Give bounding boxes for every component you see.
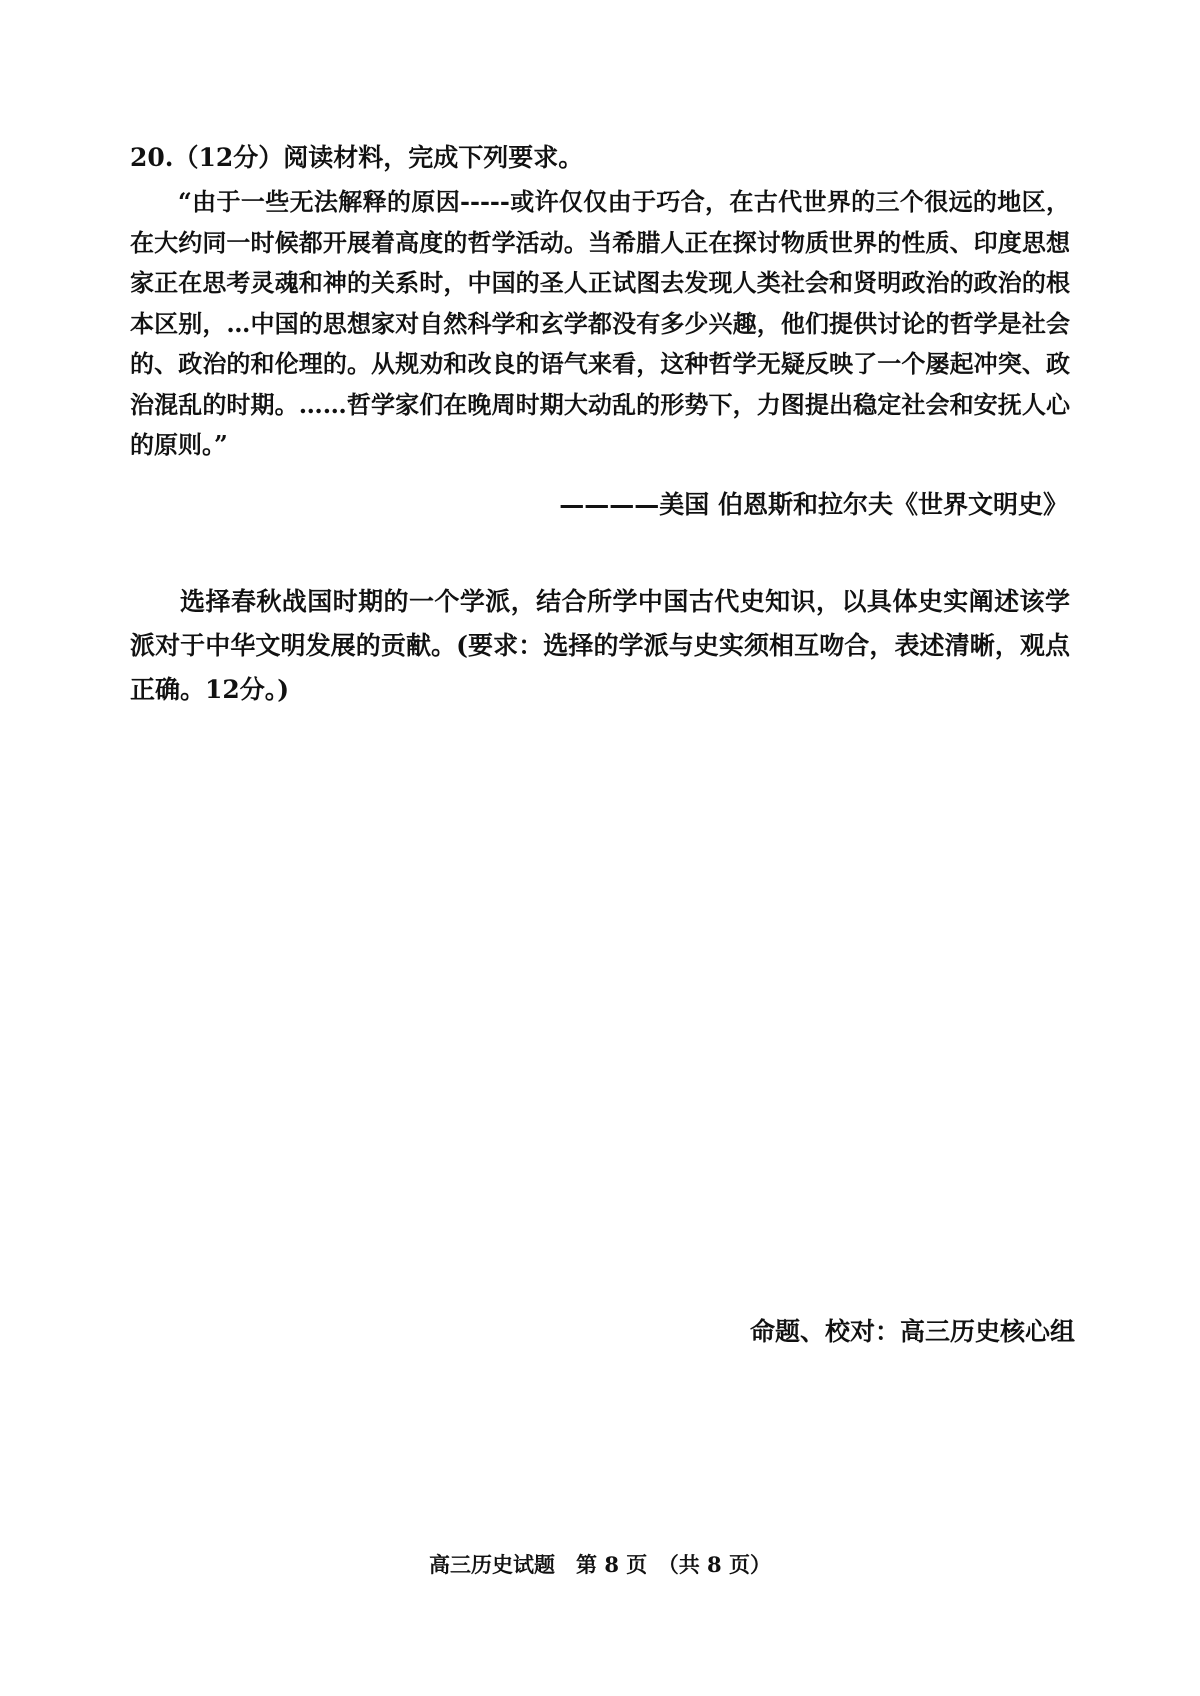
author-credit: 命题、校对：高三历史核心组 bbox=[749, 1317, 1075, 1346]
page-footer: 高三历史试题 第 8 页 （共 8 页） bbox=[429, 1552, 771, 1577]
material-quote: “由于一些无法解释的原因-----或许仅仅由于巧合，在古代世界的三个很远的地区，在大约同一时候都开展着高度的哲学活动。当希腊人正在探讨物质世界的性质、印度思想家正在思考灵魂和神的关系时，中国的圣人正试图去发现人类社会和贤明政治的政治的根本区别，…中国的思想家对自然科学和玄学都没有多少兴趣，他们提供讨论的哲学是社会的、政治的和伦理的。从规劝和改良的语气来看，这种哲学无疑反映了一个屡起冲突、政治混乱的时期。……哲学家们在晚周时期大动乱的形势下，力图提出稳定社会和安抚人心的原则。” bbox=[130, 187, 1070, 459]
question-requirement: 选择春秋战国时期的一个学派，结合所学中国古代史知识，以具体史实阐述该学派对于中华文明发展的贡献。(要求：选择的学派与史实须相互吻合，表述清晰，观点正确。12分。) bbox=[130, 587, 1070, 704]
question-header: 20.（12分）阅读材料，完成下列要求。 bbox=[130, 143, 584, 172]
material-source: ————美国 伯恩斯和拉尔夫《世界文明史》 bbox=[559, 490, 1068, 519]
